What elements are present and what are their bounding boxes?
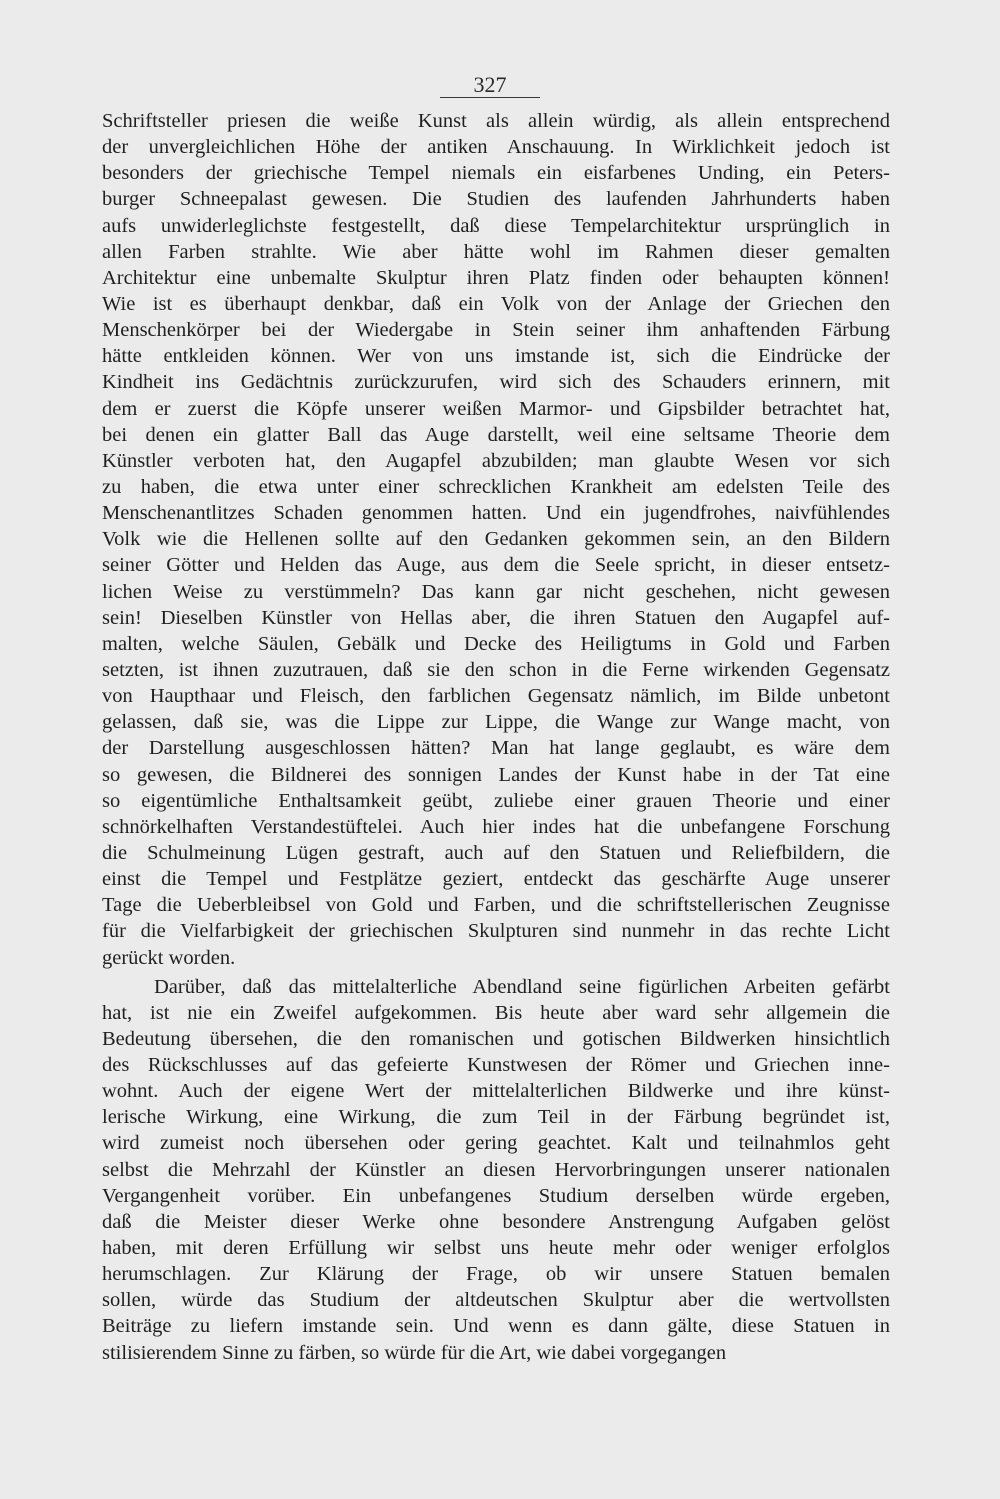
text-line: gerückt worden. — [102, 946, 236, 969]
text-line: Beiträge zu liefern imstande sein. Und wenn es dann gälte, diese Statuen in — [102, 1315, 890, 1338]
text-line: besonders der griechische Tempel niemals ein eisfarbenes Unding, ein Peters- — [102, 162, 890, 185]
text-line: Künstler verboten hat, den Augapfel abzubilden; man glaubte Wesen vor sich — [102, 449, 890, 472]
text-line: selbst die Mehrzahl der Künstler an diesen Hervorbringungen unserer nationalen — [102, 1158, 890, 1181]
text-line: hat, ist nie ein Zweifel aufgekommen. Bis heute aber ward sehr allgemein die — [102, 1001, 890, 1024]
text-line: für die Vielfarbigkeit der griechischen Skulpturen sind nunmehr in das rechte Licht — [102, 920, 890, 943]
text-line: allen Farben strahlte. Wie aber hätte wohl im Rahmen dieser gemalten — [102, 240, 890, 263]
text-line: zu haben, die etwa unter einer schrecklichen Krankheit am edelsten Teile des — [102, 475, 890, 498]
text-line: bei denen ein glatter Ball das Auge darstellt, weil eine seltsame Theorie dem — [102, 423, 890, 446]
text-line: Menschenkörper bei der Wiedergabe in Stein seiner ihm anhaftenden Färbung — [102, 319, 890, 342]
page-number: 327 — [473, 72, 507, 97]
text-line: herumschlagen. Zur Klärung der Frage, ob wir unsere Statuen bemalen — [102, 1263, 890, 1286]
text-line: burger Schneepalast gewesen. Die Studien des laufenden Jahrhunderts haben — [102, 188, 890, 211]
text-line: Vergangenheit vorüber. Ein unbefangenes Studium derselben würde ergeben, — [102, 1184, 890, 1207]
text-line: der unvergleichlichen Höhe der antiken Anschauung. In Wirklichkeit jedoch ist — [102, 136, 890, 159]
text-line: haben, mit deren Erfüllung wir selbst uns heute mehr oder weniger erfolglos — [102, 1237, 890, 1260]
text-line: lerische Wirkung, eine Wirkung, die zum Teil in der Färbung begründet ist, — [102, 1106, 890, 1129]
text-line: gelassen, daß sie, was die Lippe zur Lippe, die Wange zur Wange macht, von — [102, 711, 890, 734]
text-line: des Rückschlusses auf das gefeierte Kunstwesen der Römer und Griechen inne- — [102, 1054, 890, 1077]
text-line: lichen Weise zu verstümmeln? Das kann gar nicht geschehen, nicht gewesen — [102, 580, 890, 603]
text-line: aufs unwiderleglichste festgestellt, daß diese Tempelarchitektur ursprünglich in — [102, 214, 890, 237]
text-line: von Haupthaar und Fleisch, den farblichen Gegensatz nämlich, im Bilde unbetont — [102, 685, 890, 708]
text-line: malten, welche Säulen, Gebälk und Decke des Heiligtums in Gold und Farben — [102, 632, 890, 655]
text-line: wohnt. Auch der eigene Wert der mittelalterlichen Bildwerke und ihre künst- — [102, 1080, 890, 1103]
text-line: Wie ist es überhaupt denkbar, daß ein Volk von der Anlage der Griechen den — [102, 292, 890, 315]
text-line: sein! Dieselben Künstler von Hellas aber, die ihren Statuen den Augapfel auf- — [102, 606, 890, 629]
text-line: hätte entkleiden können. Wer von uns imstande ist, sich die Eindrücke der — [102, 345, 890, 368]
body-text — [102, 108, 890, 1366]
text-line: der Darstellung ausgeschlossen hätten? Man hat lange geglaubt, es wäre dem — [102, 737, 890, 760]
text-line: stilisierendem Sinne zu färben, so würde für die Art, wie dabei vorgegangen — [102, 1341, 727, 1364]
text-line: einst die Tempel und Festplätze geziert, entdeckt das geschärfte Auge unserer — [102, 868, 890, 891]
text-line: Tage die Ueberbleibsel von Gold und Farben, und die schriftstellerischen Zeugnisse — [102, 894, 890, 917]
text-line: seiner Götter und Helden das Auge, aus dem die Seele spricht, in dieser entsetz- — [102, 554, 890, 577]
text-line: so gewesen, die Bildnerei des sonnigen Landes der Kunst habe in der Tat eine — [102, 763, 890, 786]
text-line: setzten, ist ihnen zuzutrauen, daß sie den schon in die Ferne wirkenden Gegensatz — [102, 658, 890, 681]
text-line: die Schulmeinung Lügen gestraft, auch auf den Statuen und Reliefbildern, die — [102, 841, 890, 864]
text-line: Kindheit ins Gedächtnis zurückzurufen, wird sich des Schauders erinnern, mit — [102, 371, 890, 394]
text-line: so eigentümliche Enthaltsamkeit geübt, zuliebe einer grauen Theorie und einer — [102, 789, 890, 812]
text-line: Menschenantlitzes Schaden genommen hatten. Und ein jugendfrohes, naivfühlendes — [102, 502, 890, 525]
text-line: Schriftsteller priesen die weiße Kunst als allein würdig, als allein entsprechend — [102, 110, 890, 132]
text-line: dem er zuerst die Köpfe unserer weißen Marmor- und Gipsbilder betrachtet hat, — [102, 397, 890, 420]
text-line: Volk wie die Hellenen sollte auf den Gedanken gekommen sein, an den Bildern — [102, 528, 890, 551]
text-line: Bedeutung übersehen, die den romanischen und gotischen Bildwerken hinsichtlich — [102, 1027, 890, 1050]
text-line: sollen, würde das Studium der altdeutschen Skulptur aber die wertvollsten — [102, 1289, 890, 1312]
text-line: wird zumeist noch übersehen oder gering geachtet. Kalt und teilnahmlos geht — [102, 1132, 890, 1155]
page-number-rule — [440, 97, 540, 98]
text-line: Architektur eine unbemalte Skulptur ihren Platz finden oder behaupten können! — [102, 266, 890, 289]
text-line: daß die Meister dieser Werke ohne besondere Anstrengung Aufgaben gelöst — [102, 1210, 890, 1233]
text-line: schnörkelhaften Verstandestüftelei. Auch hier indes hat die unbefangene Forschung — [102, 815, 890, 838]
text-line: Darüber, daß das mittelalterliche Abendland seine figürlichen Arbeiten gefärbt — [154, 975, 890, 998]
